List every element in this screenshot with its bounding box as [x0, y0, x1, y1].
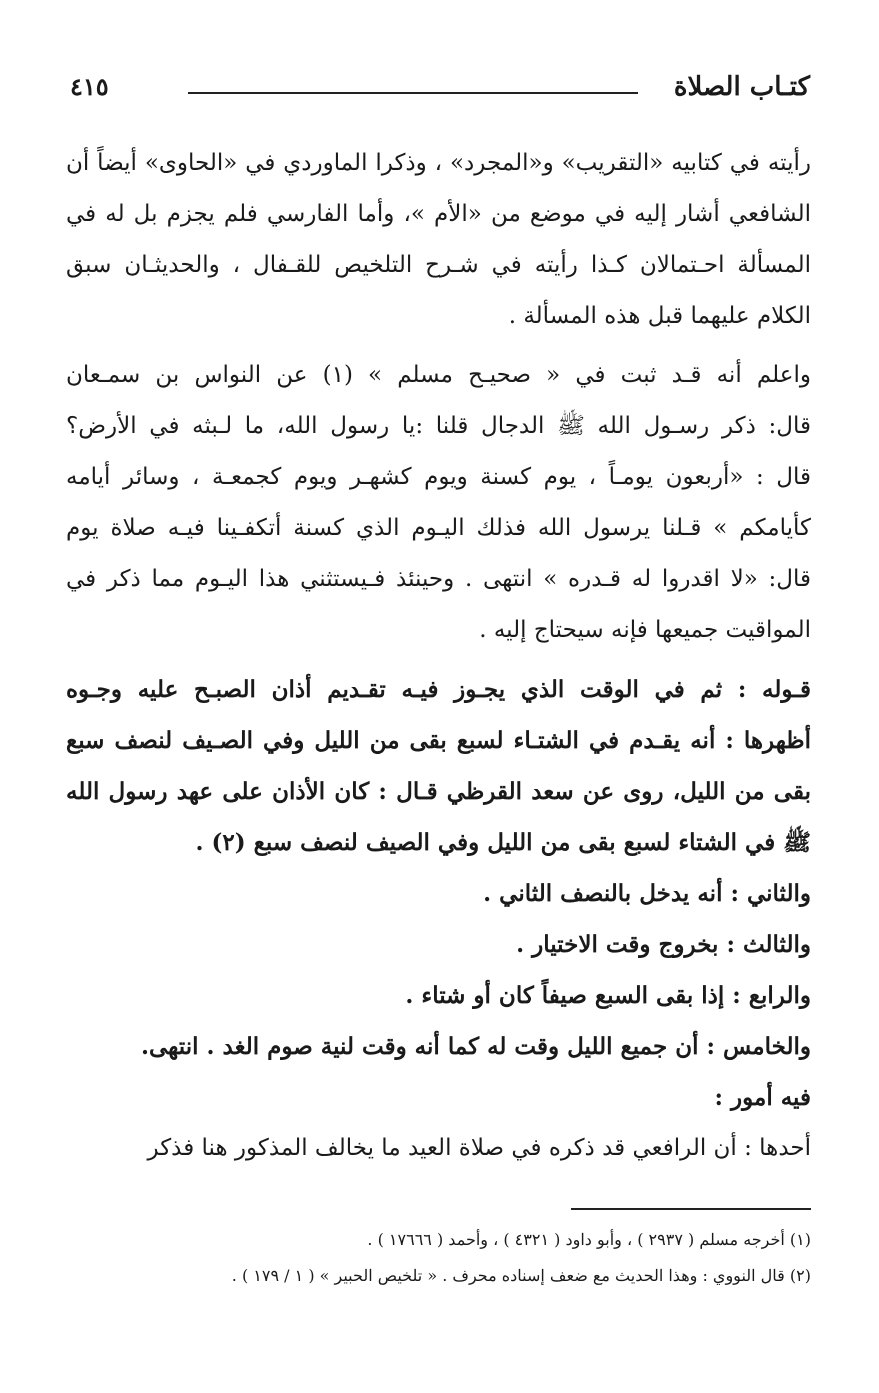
paragraph [66, 868, 811, 919]
paragraph [66, 970, 811, 1021]
paragraph [66, 350, 811, 656]
text-line: الشافعي أشار إليه في موضع من «الأم »، وأما الفارسي فلم يجزم بل له في [66, 201, 811, 227]
page-number: ٤١٥ [70, 72, 109, 101]
paragraph [66, 664, 811, 868]
paragraph [66, 1072, 811, 1123]
text-line: قال: ذكر رسـول الله ﷺ الدجال قلنا :يا رسول الله، ما لـبثه في الأرض؟ [66, 413, 811, 439]
text-line: واعلم أنه قـد ثبت في « صحيـح مسلم » (١) عن النواس بن سمـعان [66, 362, 811, 388]
text-line: المسألة احـتمالان كـذا رأيته في شـرح التلخيص للقـفال ، والحديثـان سبق [66, 252, 811, 278]
text-line: كأيامكم » قـلنا يرسول الله فذلك اليـوم الذي كسنة أتكفـينا فيـه صلاة يوم [66, 515, 811, 541]
footnote-rule [571, 1208, 811, 1210]
text-line: قال: «لا اقدروا له قـدره » انتهى . وحينئذ فـيستثني هذا اليـوم مما ذكر في [66, 566, 811, 592]
running-title: كتـاب الصلاة [673, 72, 810, 102]
footnote: (٢) قال النووي : وهذا الحديث مع ضعف إسناده محرف . « تلخيص الحبير » ( ١ / ١٧٩ ) . [231, 1266, 811, 1285]
text-line: أظهرها : أنه يقـدم في الشتـاء لسبع بقى من الليل وفي الصـيف لنصف سبع [66, 727, 811, 754]
text-line: قـوله : ثم في الوقت الذي يجـوز فيـه تقـديم أذان الصبـح عليه وجـوه [66, 676, 811, 703]
paragraph [66, 919, 811, 970]
text-line: والرابع : إذا بقى السبع صيفاً كان أو شتاء . [405, 982, 811, 1009]
text-line: المواقيت جميعها فإنه سيحتاج إليه . [479, 617, 811, 643]
text-line: رأيته في كتابيه «التقريب» و«المجرد» ، وذكرا الماوردي في «الحاوى» أيضاً أن [66, 150, 811, 176]
header-rule [188, 92, 638, 94]
text-line: والخامس : أن جميع الليل وقت له كما أنه وقت لنية صوم الغد . انتهى. [141, 1033, 811, 1060]
footnotes [66, 1222, 811, 1294]
text-line: بقى من الليل، روى عن سعد القرظي قـال : كان الأذان على عهد رسول الله [66, 778, 811, 805]
paragraph [66, 1123, 811, 1174]
footnote: (١) أخرجه مسلم ( ٢٩٣٧ ) ، وأبو داود ( ٤٣٢١ ) ، وأحمد ( ١٧٦٦٦ ) . [367, 1230, 811, 1249]
text-line: الكلام عليهما قبل هذه المسألة . [508, 303, 811, 329]
text-line: والثالث : بخروج وقت الاختيار . [516, 931, 811, 958]
page-header [70, 70, 810, 110]
text-line: والثاني : أنه يدخل بالنصف الثاني . [483, 880, 811, 907]
main-text [66, 138, 811, 1174]
text-line: فيه أمور : [714, 1084, 811, 1111]
paragraph [66, 138, 811, 342]
text-line: ﷺ في الشتاء لسبع بقى من الليل وفي الصيف لنصف سبع (٢) . [195, 829, 811, 856]
paragraph [66, 1021, 811, 1072]
text-line: قال : «أربعون يومـاً ، يوم كسنة ويوم كشهـر ويوم كجمعـة ، وسائر أيامه [66, 464, 811, 490]
text-line: أحدها : أن الرافعي قد ذكره في صلاة العيد ما يخالف المذكور هنا فذكر [147, 1135, 811, 1161]
